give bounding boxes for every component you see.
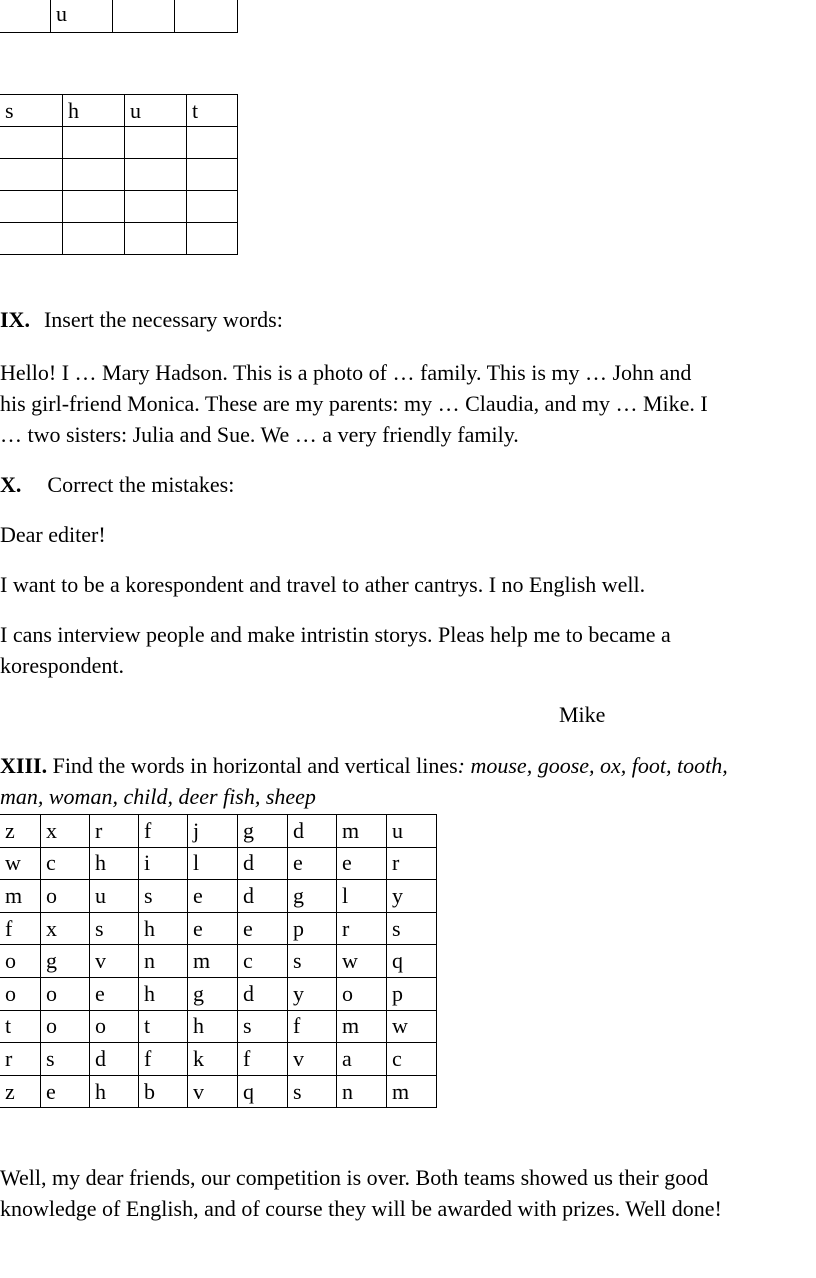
shut-grid-cell: u: [125, 95, 187, 127]
word-search-cell: i: [139, 847, 188, 880]
word-search-row: [0, 912, 437, 945]
word-search-cell: e: [188, 912, 238, 945]
word-search-cell: a: [337, 1043, 387, 1076]
section-ix-line-1: Hello! I … Mary Hadson. This is a photo of … family. This is my … John and: [0, 360, 692, 385]
word-search-cell: v: [90, 945, 139, 978]
word-search-cell: o: [41, 1010, 90, 1043]
word-search-cell: o: [41, 977, 90, 1010]
section-xiii-words-line-2: [0, 783, 316, 811]
word-search-cell: t: [0, 1010, 41, 1043]
word-search-cell: m: [337, 815, 387, 848]
word-search-cell: f: [0, 912, 41, 945]
word-search-cell: v: [288, 1043, 337, 1076]
word-search-cell: v: [188, 1075, 238, 1108]
shut-grid-row: [0, 127, 238, 159]
shut-grid-cell: [187, 127, 238, 159]
word-search-cell: m: [0, 880, 41, 913]
word-search-cell: o: [41, 880, 90, 913]
section-xiii-words-1: : mouse, goose, ox, foot, tooth,: [457, 753, 728, 778]
section-ix-line-2: his girl-friend Monica. These are my parents: my … Claudia, and my … Mike. I: [0, 391, 708, 416]
word-search-cell: l: [337, 880, 387, 913]
section-ix-line-3: … two sisters: Julia and Sue. We … a very friendly family.: [0, 422, 519, 447]
top-grid-cell: [175, 0, 238, 33]
letter-paragraph-2-line-1: I cans interview people and make intristin storys. Pleas help me to became a: [0, 622, 671, 647]
word-search-cell: s: [238, 1010, 288, 1043]
word-search-cell: c: [238, 945, 288, 978]
word-search-cell: q: [387, 945, 437, 978]
shut-grid-cell: [187, 223, 238, 255]
word-search-cell: f: [288, 1010, 337, 1043]
word-search-cell: q: [238, 1075, 288, 1108]
word-search-cell: m: [387, 1075, 437, 1108]
top-grid-cell: [113, 0, 175, 33]
word-search-cell: j: [188, 815, 238, 848]
word-search-cell: g: [238, 815, 288, 848]
section-x-number: X.: [0, 472, 22, 497]
top-grid-cell: u: [51, 0, 113, 33]
shut-grid-cell: [125, 191, 187, 223]
shut-grid-cell: [187, 191, 238, 223]
shut-grid-cell: [63, 191, 125, 223]
word-search-cell: p: [288, 912, 337, 945]
word-search-row: [0, 945, 437, 978]
shut-grid-cell: [63, 127, 125, 159]
word-search-row: [0, 1075, 437, 1108]
section-xiii-words-2: man, woman, child, deer fish, sheep: [0, 784, 316, 809]
section-xiii-heading: [0, 752, 728, 780]
word-search-cell: p: [387, 977, 437, 1010]
word-search-cell: h: [188, 1010, 238, 1043]
word-search-cell: y: [387, 880, 437, 913]
word-search-cell: f: [139, 1043, 188, 1076]
shut-grid-cell: [63, 223, 125, 255]
shut-grid-cell: [125, 159, 187, 191]
shut-grid-cell: [0, 127, 63, 159]
word-search-cell: e: [90, 977, 139, 1010]
word-search-cell: r: [90, 815, 139, 848]
word-search-cell: z: [0, 815, 41, 848]
shut-grid-cell: [63, 159, 125, 191]
word-search-cell: e: [238, 912, 288, 945]
word-search-cell: l: [188, 847, 238, 880]
word-search-cell: n: [337, 1075, 387, 1108]
shut-grid-row: [0, 223, 238, 255]
word-search-cell: z: [0, 1075, 41, 1108]
word-search-cell: r: [337, 912, 387, 945]
word-search-cell: y: [288, 977, 337, 1010]
word-search-cell: c: [41, 847, 90, 880]
word-search-cell: u: [387, 815, 437, 848]
word-search-cell: w: [0, 847, 41, 880]
word-search-cell: r: [387, 847, 437, 880]
word-search-cell: s: [139, 880, 188, 913]
letter-greeting: Dear editer!: [0, 522, 106, 547]
top-grid-cell: [0, 0, 51, 33]
word-search-cell: s: [387, 912, 437, 945]
word-search-cell: d: [90, 1043, 139, 1076]
word-search-cell: e: [288, 847, 337, 880]
shut-letter-grid: [0, 94, 238, 255]
word-search-cell: u: [90, 880, 139, 913]
word-search-row: [0, 880, 437, 913]
word-search-cell: s: [288, 1075, 337, 1108]
word-search-cell: o: [90, 1010, 139, 1043]
word-search-cell: r: [0, 1043, 41, 1076]
word-search-cell: m: [188, 945, 238, 978]
word-search-row: [0, 847, 437, 880]
word-search-cell: h: [139, 912, 188, 945]
word-search-cell: g: [288, 880, 337, 913]
word-search-cell: w: [337, 945, 387, 978]
word-search-cell: h: [139, 977, 188, 1010]
shut-grid-cell: [0, 159, 63, 191]
word-search-cell: d: [238, 977, 288, 1010]
word-search-cell: d: [288, 815, 337, 848]
word-search-cell: m: [337, 1010, 387, 1043]
word-search-cell: w: [387, 1010, 437, 1043]
word-search-cell: d: [238, 880, 288, 913]
closing-line-1: Well, my dear friends, our competition is over. Both teams showed us their good: [0, 1165, 709, 1190]
section-x-title: Correct the mistakes:: [47, 472, 235, 497]
word-search-row: [0, 1010, 437, 1043]
word-search-row: [0, 1043, 437, 1076]
word-search-cell: c: [387, 1043, 437, 1076]
section-ix-title: Insert the necessary words:: [43, 307, 283, 332]
shut-grid-cell: [187, 159, 238, 191]
word-search-cell: e: [188, 880, 238, 913]
letter-paragraph-1: I want to be a korespondent and travel to ather cantrys. I no English well.: [0, 572, 646, 597]
word-search-cell: o: [0, 977, 41, 1010]
shut-grid-row: [0, 191, 238, 223]
top-letter-grid: [0, 0, 238, 33]
word-search-cell: n: [139, 945, 188, 978]
shut-grid-cell: t: [187, 95, 238, 127]
shut-grid-cell: [125, 127, 187, 159]
shut-grid-cell: [0, 223, 63, 255]
word-search-cell: k: [188, 1043, 238, 1076]
shut-grid-cell: s: [0, 95, 63, 127]
word-search-cell: o: [337, 977, 387, 1010]
section-ix-number: IX.: [0, 307, 30, 332]
word-search-cell: s: [288, 945, 337, 978]
top-grid-row: [0, 0, 238, 33]
word-search-cell: x: [41, 912, 90, 945]
letter-paragraph-2-line-2: korespondent.: [0, 653, 125, 678]
word-search-cell: g: [188, 977, 238, 1010]
word-search-cell: x: [41, 815, 90, 848]
word-search-cell: f: [238, 1043, 288, 1076]
section-xiii-intro: Find the words in horizontal and vertical lines: [47, 753, 458, 778]
section-ix-heading: [0, 306, 283, 334]
closing-line-2: knowledge of English, and of course they will be awarded with prizes. Well done!: [0, 1196, 722, 1221]
word-search-cell: b: [139, 1075, 188, 1108]
word-search-cell: g: [41, 945, 90, 978]
word-search-cell: e: [337, 847, 387, 880]
word-search-cell: f: [139, 815, 188, 848]
word-search-cell: h: [90, 847, 139, 880]
shut-grid-cell: h: [63, 95, 125, 127]
word-search-cell: o: [0, 945, 41, 978]
section-x-heading: [0, 471, 234, 499]
word-search-cell: d: [238, 847, 288, 880]
word-search-cell: e: [41, 1075, 90, 1108]
letter-signature: Mike: [559, 702, 606, 727]
word-search-grid: [0, 814, 437, 1108]
word-search-cell: h: [90, 1075, 139, 1108]
shut-grid-cell: [125, 223, 187, 255]
word-search-cell: s: [90, 912, 139, 945]
shut-grid-row: [0, 159, 238, 191]
word-search-cell: t: [139, 1010, 188, 1043]
shut-grid-cell: [0, 191, 63, 223]
section-xiii-number: XIII.: [0, 753, 48, 778]
word-search-row: [0, 977, 437, 1010]
word-search-cell: s: [41, 1043, 90, 1076]
word-search-row: [0, 815, 437, 848]
shut-grid-row: [0, 95, 238, 127]
